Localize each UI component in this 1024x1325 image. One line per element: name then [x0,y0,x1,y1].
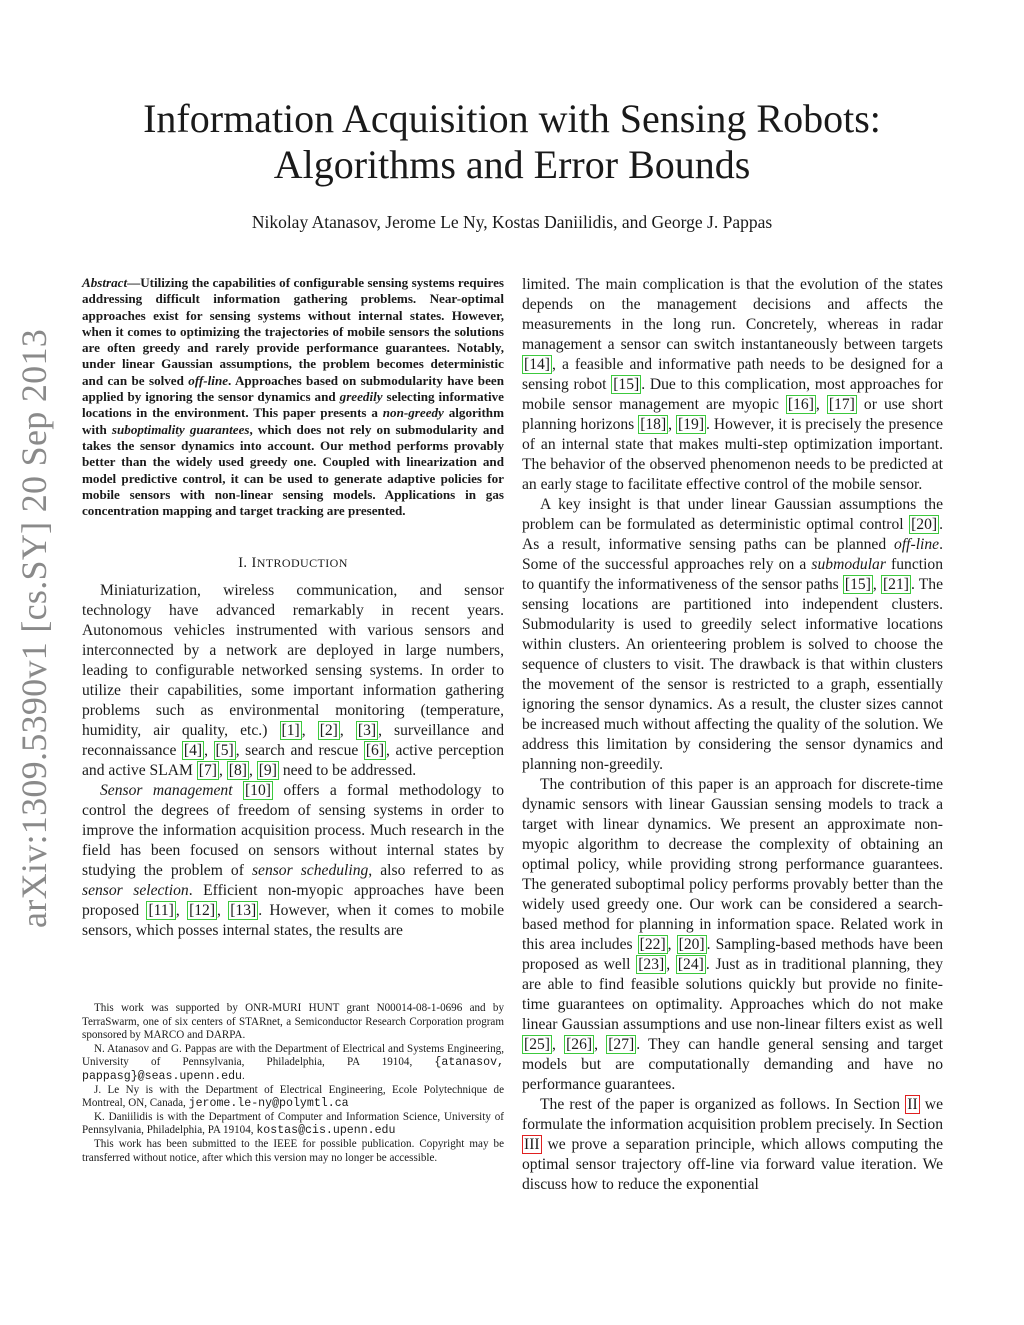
citation-link[interactable]: [15] [613,376,640,393]
right-paragraph-3: The contribution of this paper is an approach for discrete-time dynamic sensors with linear Gaussian sensing models to track a target with linear dynamics. We present an approximate non-myopic algorithm to decrease the complexity of obtaining an optimal policy, while providing strong performance guarantees. The generated suboptimal policy performs provably better than the widely used greedy one. Our work can be considered a search-based method for planning in information space. Related work in this area includes [22] , [20] . Sampling-based methods have been proposed as well [23] , [24] . Just as in traditional planning, they are able to find feasible solutions quickly but provide no finite-time guarantees on optimality. Approaches which do not make linear Gaussian assumptions and use non-linear filters exist as well [25] , [26] , [27] . They can handle general sensing and target models but are computationally demanding and have no performance guarantees. [522,776,944,1093]
footnote-text: N. Atanasov and G. Pappas are with the Department of Electrical and Systems Engineering, University of Pennsylvania, Philadelphia, PA 19104, [82,1042,504,1069]
citation-link[interactable]: [24] [677,956,704,973]
footnote-affiliation-1: N. Atanasov and G. Pappas are with the Department of Electrical and Systems Engineering, University of Pennsylvania, Philadelphia, PA 19104, {atanasov, pappasg}@seas.upenn.edu. [82,1042,504,1083]
title-line-1: Information Acquisition with Sensing Robots: [143,96,881,141]
footnote-text: J. Le Ny is with the Department of Electrical Engineering, Ecole Polytechnique de Montreal, ON, Canada, [82,1083,504,1110]
citation-link[interactable]: [8] [228,762,247,780]
abstract-text: algorithm with [82,405,504,437]
emphasis-text: off-line [894,536,940,553]
paragraph-text: , also referred to as [368,862,504,880]
paragraph-text: function to quantify the informativeness of the sensor paths [522,556,943,593]
intro-paragraph-1: Miniaturization, wireless communication, and sensor technology have advanced remarkably in recent years. Autonomous vehicles instrumented with various sensors and interconnected by a network are deployed in large numbers, leading to configurable networked sensing systems. In order to utilize their capabilities, some important information gathering problems such as environmental monitoring (temperature, humidity, air quality, etc.) [1] , [2] , [3] , surveillance and reconnaissance [4] , [5] , search and rescue [6] , active perception and active SLAM [7] , [8] , [9] need to be addressed. [82,582,505,780]
citation-link[interactable]: [19] [678,416,705,433]
citation-link[interactable]: [26] [566,1036,593,1053]
emphasis-text: sensor selection [82,882,189,900]
citation-link[interactable]: [23] [638,956,665,973]
citation-link[interactable]: [20] [678,936,705,953]
footnote-funding: This work was supported by ONR-MURI HUNT grant N00014-08-1-0696 and by TerraSwarm, one of six centers of STARnet, a Semiconductor Research Corporation program sponsored by MARCO and DARPA. [82,1002,504,1042]
abstract-emphasis: greedily [339,389,383,405]
paragraph-text: . As a result, informative sensing paths can be planned [522,516,943,553]
arxiv-identifier: arXiv:1309.5390v1 [cs.SY] 20 Sep 2013 [14,328,54,928]
abstract-text: . Approaches based on submodularity have been applied by ignoring the sensor dynamics and [82,372,504,405]
emphasis-text: Sensor management [100,782,233,800]
paragraph-text: need to be addressed. [278,762,417,780]
abstract-emphasis: off-line [188,372,229,388]
right-paragraph-4 [522,1095,943,1195]
citation-link[interactable]: [2] [319,722,338,740]
right-paragraph-2: A key insight is that under linear Gaussian assumptions the problem can be formulated as deterministic optimal control [20] . As a result, informative sensing paths can be planned off-line. Some of the successful approaches rely on a submodular function to quantify the informativeness of the sensor paths [15] , [21] . The sensing locations are partitioned into independent clusters. Submodularity is used to greedily select informative locations within clusters. An orienteering problem is solved to choose the sequence of clusters to visit. The drawback is that within clusters the movement of the sensor is restricted to a graph, essentially ignoring the sensor dynamics. As a result, the cluster sizes cannot be increased much without affecting the quality of the solution. We address this limitation by considering the sensor dynamics and planning non-greedily. [522,496,943,773]
email-link[interactable]: {atanasov, pappasg}@seas.upenn.edu [82,1056,504,1083]
paragraph-text: limited. The main complication is that the evolution of the states depends on the management decisions and affects the measurements in the long run. Concretely, whereas in radar management a sensor can switch instantaneously between targets [522,276,943,353]
abstract-emphasis: non-greedy [382,405,444,421]
citation-link[interactable]: [12] [189,902,216,920]
section-title-initial: I [251,555,257,572]
section-heading-introduction [82,555,504,572]
right-paragraph-1: limited. The main complication is that the evolution of the states depends on the management decisions and affects the measurements in the long run. Concretely, whereas in radar management a sensor can switch instantaneously between targets [14] , a feasible and informative path needs to be designed for a sensing robot [15] . Due to this complication, most approaches for mobile sensor management are myopic [16] , [17] or use short planning horizons [18] , [19] . However, it is precisely the presence of an internal state that makes multi-step optimization important. The behavior of the observed phenomenon needs to be predicted at an early stage to facilitate effective control of the mobile sensor. [522,276,944,493]
citation-link[interactable]: [3] [357,722,377,740]
paragraph-text: . Sampling-based methods have been proposed as well [522,936,944,973]
paragraph-text: . Efficient non-myopic approaches have been proposed [82,882,504,920]
footnote-affiliation-3 [82,1111,504,1138]
abstract-emphasis: suboptimality guarantees [111,421,250,437]
citation-link[interactable]: [18] [640,416,667,433]
citation-link[interactable]: [21] [882,576,909,593]
citation-link[interactable]: [10] [244,782,271,800]
citation-link[interactable]: [22] [639,936,666,953]
author-list: Nikolay Atanasov, Jerome Le Ny, Kostas Daniilidis, and George J. Pappas [251,212,773,232]
paragraph-text: A key insight is that under linear Gaussian assumptions the problem can be formulated as deterministic optimal control [522,496,943,533]
paragraph-text: The contribution of this paper is an approach for discrete-time dynamic sensors with linear Gaussian sensing models to track a target with linear dynamics. We present an approximate non-myopic algorithm to decrease the complexity of obtaining an optimal policy, while providing strong performance guarantees. The generated suboptimal policy performs provably better than the widely used greedy one. Our work can be considered a search-based method for planning in information space. Related work in this area includes [522,776,943,953]
paragraph-text: The rest of the paper is organized as follows. In Section [540,1096,906,1113]
citation-link[interactable]: [15] [844,576,871,593]
citation-link[interactable]: [4] [183,742,203,760]
abstract-text: —Utilizing the capabilities of configurable sensing systems requires addressing difficult information gathering problems. Near-optimal approaches exist for sensing systems without internal states. However, when it comes to optimizing the trajectories of mobile sensors the solutions are often greedy and rarely provide performance guarantees. Notably, under linear Gaussian assumptions, the problem becomes deterministic and can be solved [82,275,504,388]
paragraph-text: Miniaturization, wireless communication, and sensor technology have advanced remarkably in recent years. Autonomous vehicles instrumented with various sensors and interconnected by a network are deployed in large numbers, leading to configurable networked sensing systems. In order to utilize their capabilities, some important information gathering problems such as environmental monitoring (temperature, humidity, air quality, etc.) [82,582,504,740]
section-reference-link[interactable]: II [907,1096,918,1113]
intro-paragraph-2: Sensor management [10] offers a formal methodology to control the degrees of freedom of sensing systems in order to improve the information acquisition process. Much research in the field has been focused on sensors without internal states by studying the problem of sensor scheduling, also referred to as sensor selection. Efficient non-myopic approaches have been proposed [11] , [12] , [13] . However, when it comes to mobile sensors, which posses internal states, the results are [82,782,504,940]
left-column [82,275,504,941]
paper-title [60,96,964,188]
footnote-affiliation-2 [82,1084,504,1111]
citation-link[interactable]: [27] [608,1036,635,1053]
emphasis-text: submodular [811,556,886,573]
paragraph-text: offers a formal methodology to control the degrees of freedom of sensing systems in order to improve the information acquisition process. Much research in the field has been focused on sensors without internal states by studying the problem of [82,782,504,880]
email-link[interactable]: jerome.le-ny@polymtl.ca [188,1097,349,1111]
abstract [82,275,504,519]
citation-link[interactable]: [20] [911,516,938,533]
citation-link[interactable]: [25] [524,1036,550,1053]
footnote-text: K. Daniilidis is with the Department of Computer and Information Science, University of Pennsylvania, Philadelphia, PA 19104, [82,1110,504,1137]
title-line-2: Algorithms and Error Bounds [273,142,751,187]
right-column [522,275,943,1195]
paragraph-text: . The sensing locations are partitioned into independent clusters. Submodularity is used to greedily select informative locations within clusters. An orienteering problem is solved to choose the sequence of clusters to visit. The drawback is that within clusters the movement of the sensor is restricted to a graph, essentially ignoring the sensor dynamics. As a result, the cluster sizes cannot be increased much without affecting the quality of the solution. We address this limitation by considering the sensor dynamics and planning non-greedily. [522,576,943,773]
citation-link[interactable]: [5] [215,742,234,760]
citation-link[interactable]: [11] [148,902,174,920]
paragraph-text: , surveillance and reconnaissance [82,722,505,760]
citation-link[interactable]: [6] [365,742,385,760]
paragraph-text: . Just as in traditional planning, they are able to find feasible solutions quickly but provide no finite-time guarantees on optimality. Approaches which do not make linear Gaussian assumptions and use non-linear filters exist as well [522,956,943,1033]
paragraph-text: , search and rescue [235,742,364,760]
email-link[interactable]: kostas@cis.upenn.edu [256,1124,396,1138]
citation-link[interactable]: [17] [828,396,855,413]
citation-link[interactable]: [7] [198,762,217,780]
emphasis-text: sensor scheduling [251,862,369,880]
paragraph-text: . However, it is precisely the presence of an internal state that makes multi-step optimization important. The behavior of the observed phenomenon needs to be predicted at an early stage to facilitate effective control of the mobile sensor. [522,416,944,493]
citation-link[interactable]: [14] [524,356,550,373]
paragraph-text: , a feasible and informative path needs to be designed for a sensing robot [522,356,943,393]
citation-link[interactable]: [13] [230,902,257,920]
paragraph-text: . Some of the successful approaches rely on a [522,536,943,573]
paragraph-text: . However, when it comes to mobile sensors, which posses internal states, the results are [82,902,504,940]
footnotes [82,1002,504,1165]
footnote-copyright: This work has been submitted to the IEEE for possible publication. Copyright may be transferred without notice, after which this version may no longer be accessible. [82,1137,504,1164]
paragraph-text: we prove a separation principle, which allows computing the optimal sensor trajectory off-line via forward value iteration. We discuss how to reduce the exponential [522,1136,943,1193]
section-reference-link[interactable]: III [524,1136,540,1153]
paragraph-text: . They can handle general sensing and target models but are computationally demanding and have no performance guarantees. [522,1036,944,1093]
abstract-label: Abstract [82,275,128,290]
citation-link[interactable]: [9] [258,762,277,780]
paragraph-text: . Due to this complication, most approaches for mobile sensor management are myopic [522,376,943,413]
abstract-text: selecting informative locations in the environment. This paper presents a [82,389,504,421]
abstract-text: , which does not rely on submodularity and takes the sensor dynamics into account. Our method performs provably better than the widely used greedy one. Coupled with linearization and model predictive control, it can be used to generate adaptive policies for mobile sensors with non-linear sensing models. Applications in gas concentration mapping and target tracking are presented. [82,421,504,519]
section-number: I. [238,555,252,572]
citation-link[interactable]: [16] [787,396,814,413]
paragraph-text: we formulate the information acquisition problem precisely. In Section [522,1096,943,1133]
paragraph-text: , active perception and active SLAM [82,742,505,780]
citation-link[interactable]: [1] [281,722,300,740]
section-title-rest: NTRODUCTION [256,556,348,571]
paragraph-text: or use short planning horizons [522,396,943,433]
